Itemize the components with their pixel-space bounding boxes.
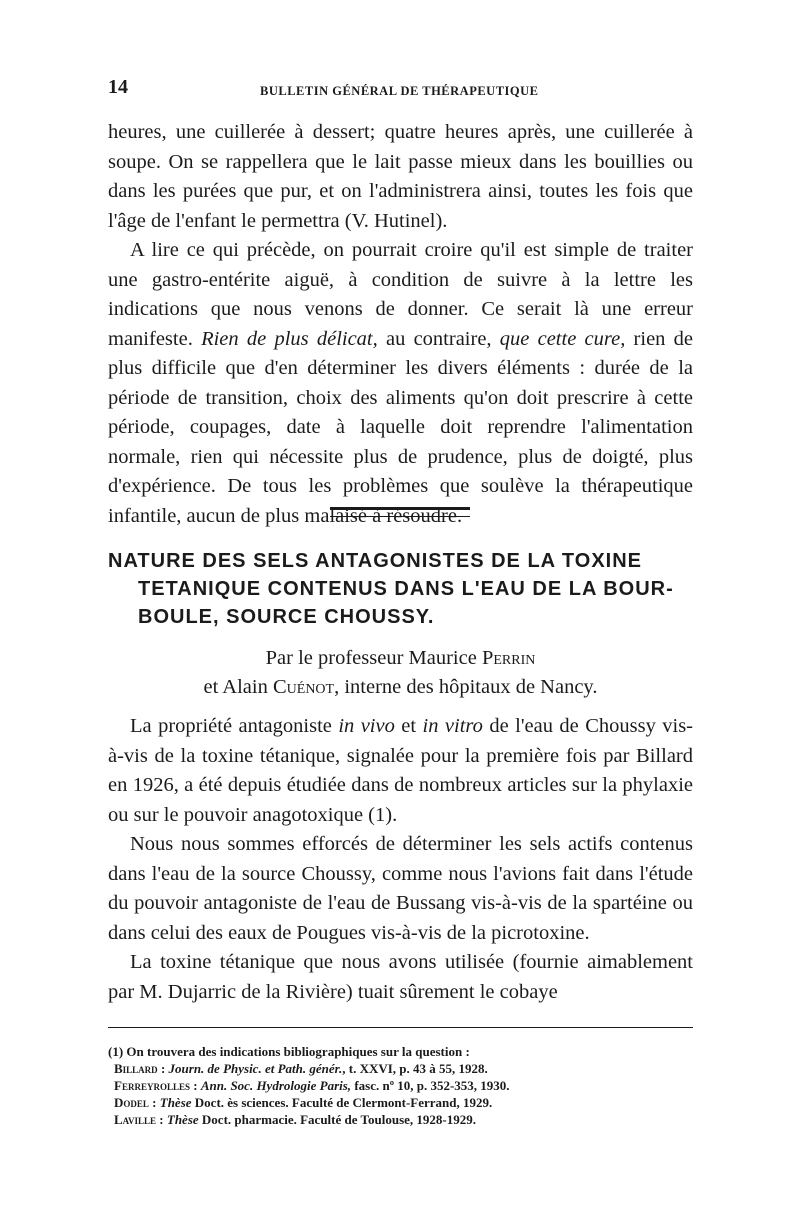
footnote-ref-laville: Laville : Thèse Doct. pharmacie. Faculté de Toulouse, 1928-1929. [114,1112,476,1127]
paragraph-salts: Nous nous sommes efforcés de déterminer les sels actifs contenus dans l'eau de la source Choussy, comme nous l'avions fait dans l'étude du pouvoir antagoniste de l'eau de Bussang vis-à-vis de la spartéine ou dans celui des eaux de Pougues vis-à-vis de la picrotoxine. [108,833,693,944]
running-head: BULLETIN GÉNÉRAL DE THÉRAPEUTIQUE [260,84,539,98]
paragraph-delicate-care: A lire ce qui précède, on pourrait croire qu'il est simple de traiter une gastro-entérite aiguë, à condition de suivre à la lettre les indications que nous venons de donner. Ce serait là une erreur manifeste. Rien de plus délicat, au contraire, que cette cure, rien de plus difficile que d'en déterminer les divers éléments : durée de la période de transition, choix des aliments qu'on doit prescrire à cette période, coupages, date à laquelle doit reprendre l'alimentation normale, rien qui nécessite plus de prudence, plus de doigté, plus d'expérience. De tous les problèmes que soulève la thérapeutique infantile, aucun de plus malaisé à résoudre. [108,239,694,527]
byline-author-2: et Alain Cuénot, interne des hôpitaux de Nancy. [203,676,598,698]
footnote-intro: (1) On trouvera des indications bibliographiques sur la question : [108,1044,470,1059]
article-body [108,712,693,1007]
footnote-rule [108,1027,693,1028]
title-line-3: BOULE, SOURCE CHOUSSY. [138,606,435,628]
page-number: 14 [108,76,128,98]
section-divider [330,507,470,517]
byline-author-1: Par le professeur Maurice Perrin [265,647,536,669]
title-line-2: TETANIQUE CONTENUS DANS L'EAU DE LA BOUR- [138,578,674,600]
footnote-ref-dodel: Dodel : Thèse Doct. ès sciences. Faculté de Clermont-Ferrand, 1929. [114,1095,493,1110]
footnote-ref-billard: Billard : Journ. de Physic. et Path. génér., t. XXVI, p. 43 à 55, 1928. [114,1061,488,1076]
continued-text [108,118,693,531]
paragraph-intro: La propriété antagoniste in vivo et in vitro de l'eau de Choussy vis-à-vis de la toxine tétanique, signalée pour la première fois par Billard en 1926, a été depuis étudiée dans de nombreux articles sur la phylaxie ou sur le pouvoir anagotoxique (1). [108,715,694,826]
article-title [108,547,696,631]
page-header [108,76,693,104]
footnotes [108,1043,693,1128]
paragraph-continued: heures, une cuillerée à dessert; quatre heures après, une cuillerée à soupe. On se rappellera que le lait passe mieux dans les bouillies ou dans les purées que pur, et on l'administrera ainsi, toutes les fois que l'âge de l'enfant le permettra (V. Hutinel). [108,121,693,232]
paragraph-toxin: La toxine tétanique que nous avons utilisée (fournie aimablement par M. Dujarric de la Rivière) tuait sûrement le cobaye [108,951,693,1003]
byline [108,644,693,702]
title-line-1: NATURE DES SELS ANTAGONISTES DE LA TOXINE [108,550,643,572]
footnote-ref-ferreyrolles: Ferreyrolles : Ann. Soc. Hydrologie Paris, fasc. nº 10, p. 352-353, 1930. [114,1078,510,1093]
